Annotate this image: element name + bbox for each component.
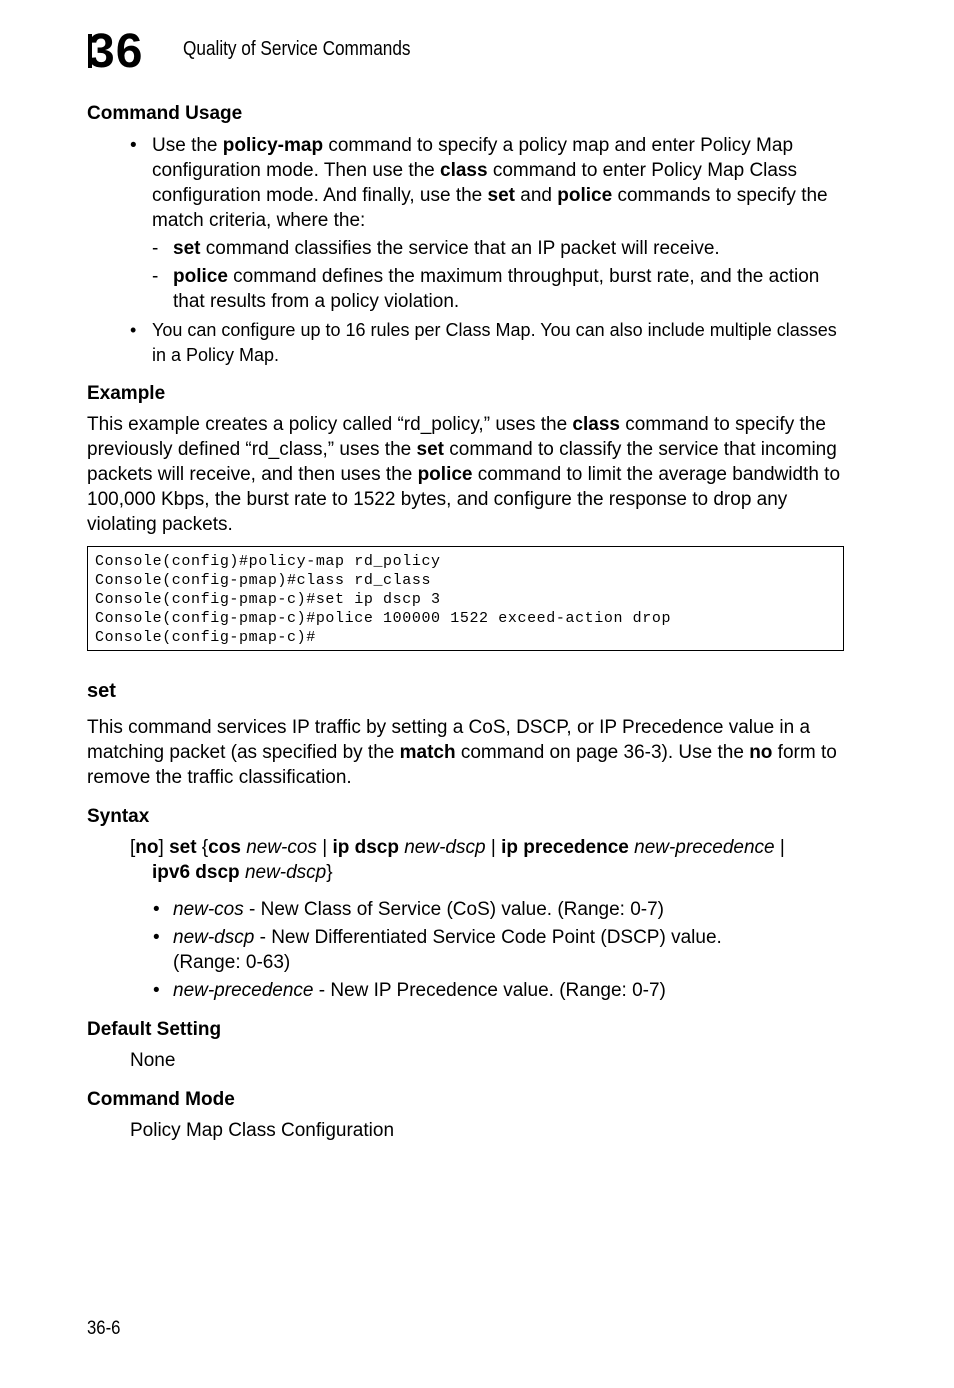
bullet-marker: •: [130, 135, 137, 156]
code-line: Console(config-pmap-c)#set ip dscp 3: [95, 591, 441, 608]
syntax-line-1: [no] set {cos new-cos | ip dscp new-dscp | ip precedence new-precedence |: [130, 837, 785, 858]
example-heading: Example: [87, 383, 166, 404]
code-line: Console(config-pmap-c)#police 100000 1522 exceed-action drop: [95, 610, 672, 627]
param-new-cos: new-cos - New Class of Service (CoS) value. (Range: 0-7): [173, 899, 665, 920]
usage-bullet-2: You can configure up to 16 rules per Class Map. You can also include multiple classes in a Policy Map.: [152, 320, 837, 365]
bullet-marker: •: [153, 927, 160, 948]
bullet-marker: •: [153, 980, 160, 1001]
chapter-title: Quality of Service Commands: [183, 38, 411, 60]
page-number: 36-6: [87, 1318, 121, 1339]
set-description: This command services IP traffic by setting a CoS, DSCP, or IP Precedence value in a matching packet (as specified by the match command on page 36-3). Use the no form to remove the traffic classification.: [87, 717, 837, 788]
code-line: Console(config-pmap)#class rd_class: [95, 572, 432, 589]
example-paragraph: This example creates a policy called “rd_policy,” uses the class command to specify the previously defined “rd_class,” uses the set command to classify the service that incoming packets will receive, and then uses the police command to limit the average bandwidth to 100,000 Kbps, the burst rate to 1522 bytes, and configure the response to drop any violating packets.: [87, 414, 841, 535]
bullet-marker: •: [130, 320, 137, 340]
param-new-dscp: new-dscp - New Differentiated Service Code Point (DSCP) value. (Range: 0-63): [173, 927, 722, 973]
bullet-marker: •: [153, 899, 160, 920]
command-mode-value: Policy Map Class Configuration: [130, 1120, 395, 1141]
command-mode-heading: Command Mode: [87, 1089, 235, 1110]
usage-bullet-1: Use the policy-map command to specify a policy map and enter Policy Map configuration mode. Then use the class command to enter Policy Map Class configuration mode. And finally, use the set and police commands to specify the match criteria, where the:: [152, 135, 828, 231]
usage-dash-2: police command defines the maximum throughput, burst rate, and the action that results from a policy violation.: [173, 266, 820, 312]
default-setting-heading: Default Setting: [87, 1019, 222, 1040]
syntax-heading: Syntax: [87, 806, 150, 827]
code-block: [87, 546, 844, 651]
param-new-precedence: new-precedence - New IP Precedence value. (Range: 0-7): [173, 980, 666, 1001]
default-setting-value: None: [130, 1050, 176, 1071]
code-line: Console(config-pmap-c)#: [95, 629, 316, 646]
dash-marker: -: [152, 238, 159, 259]
command-title: set: [87, 680, 116, 702]
dash-marker: -: [152, 266, 159, 287]
usage-dash-1: set command classifies the service that an IP packet will receive.: [173, 238, 720, 259]
chapter-number: 36: [88, 25, 144, 78]
command-usage-heading: Command Usage: [87, 103, 243, 124]
syntax-line-2: ipv6 dscp new-dscp}: [152, 862, 333, 883]
code-line: Console(config)#policy-map rd_policy: [95, 553, 441, 570]
